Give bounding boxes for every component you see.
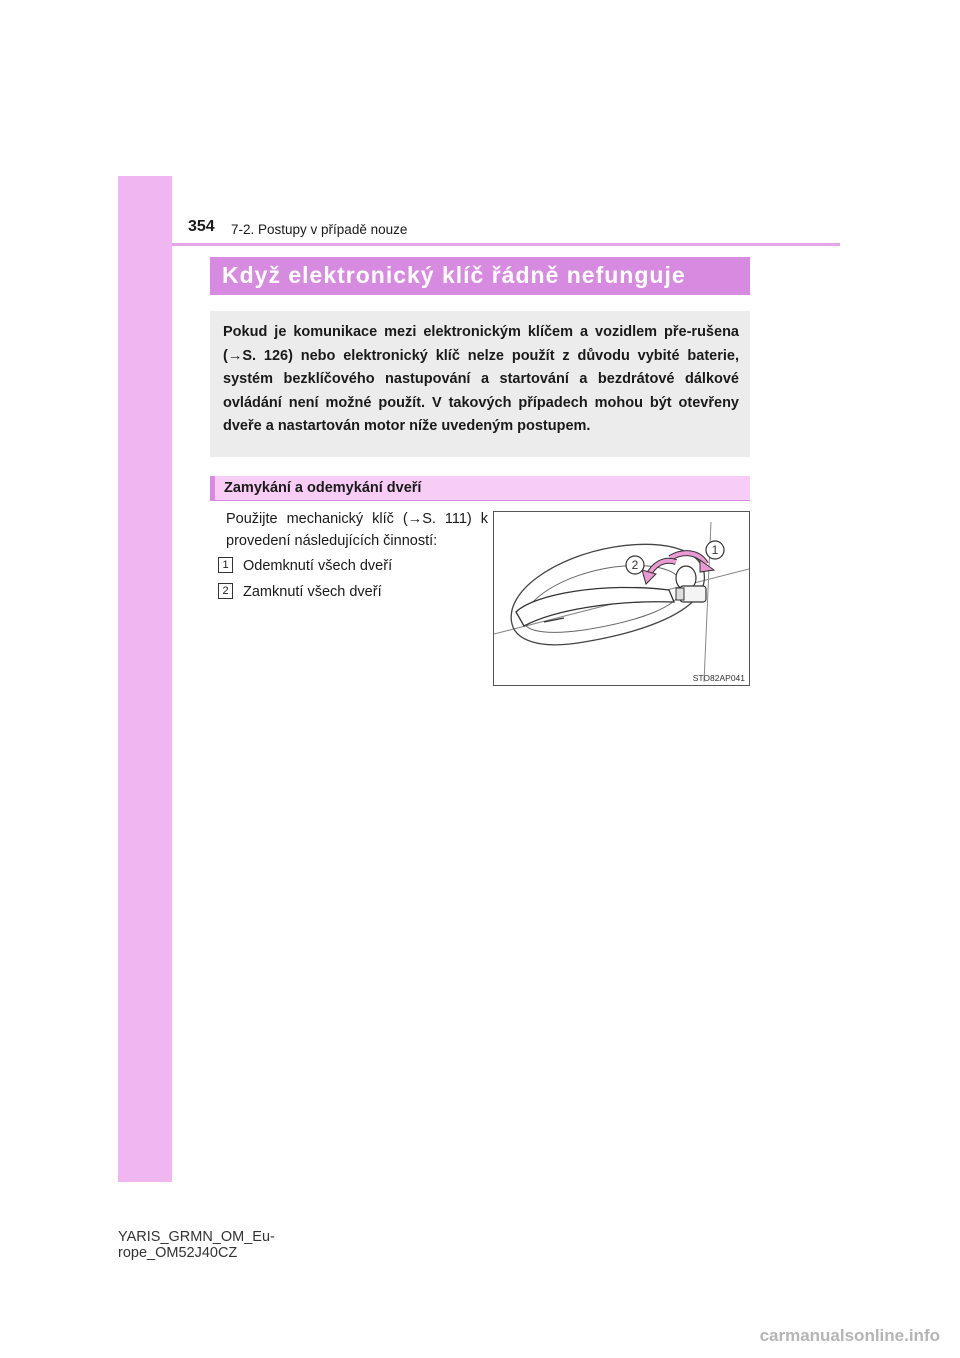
page-title: Když elektronický klíč řádně nefunguje: [210, 257, 750, 295]
figure-code: STO82AP041: [692, 673, 745, 683]
page-number: 354: [188, 218, 215, 235]
footer-docid: [118, 1229, 275, 1261]
step-number: 2: [218, 583, 233, 599]
intro-box: [210, 311, 750, 457]
section-label: 7-2. Postupy v případě nouze: [231, 222, 408, 237]
subsection-body: Použijte mechanický klíč (→S. 111) k provedení následujících činností:: [226, 511, 488, 549]
side-tab-bar: [118, 176, 172, 1182]
footer-line: rope_OM52J40CZ: [118, 1245, 238, 1261]
callout-label-1: 1: [711, 543, 719, 557]
footer-line: YARIS_GRMN_OM_Eu-: [118, 1229, 275, 1245]
step-text: Zamknutí všech dveří: [243, 584, 382, 600]
header-divider: [172, 243, 840, 246]
subsection-heading: Zamykání a odemykání dveří: [210, 476, 750, 501]
step-text: Odemknutí všech dveří: [243, 558, 393, 574]
door-handle-illustration: [494, 512, 749, 685]
intro-text: Pokud je komunikace mezi elektronickým klíčem a vozidlem pře-rušena (→S. 126) nebo elektronický klíč nelze použít z důvodu vybité baterie, systém bezklíčového nastupování a startování a bezdrátové dálkové ovládání není možné použít. V takových případech mohou být otevřeny dveře a nastartován motor níže uvedeným postupem.: [223, 324, 739, 434]
step-item: [218, 582, 382, 602]
watermark: carmanualsonline.info: [759, 1326, 940, 1345]
step-number: 1: [218, 557, 233, 573]
door-handle-figure: [493, 511, 750, 686]
callout-label-2: 2: [631, 558, 639, 572]
step-item: [218, 556, 392, 576]
